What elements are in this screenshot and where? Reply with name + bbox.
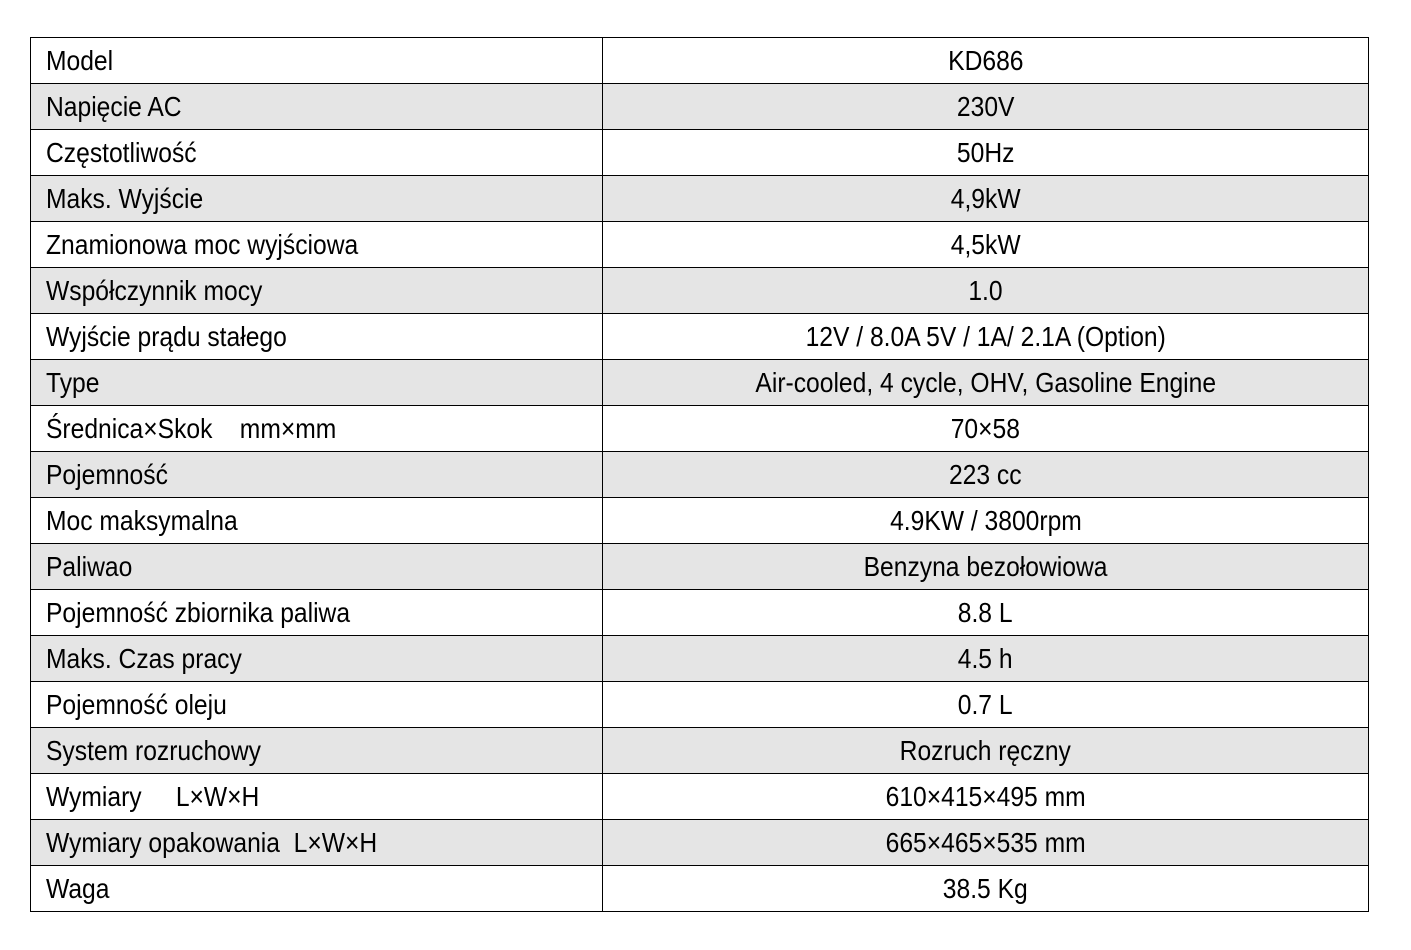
table-row	[31, 38, 1369, 84]
spec-label: Pojemność zbiornika paliwa	[31, 590, 603, 636]
table-row	[31, 130, 1369, 176]
spec-label: Średnica×Skok mm×mm	[31, 406, 603, 452]
spec-value: 50Hz	[603, 130, 1369, 176]
spec-label: Wymiary opakowania L×W×H	[31, 820, 603, 866]
spec-value: Benzyna bezołowiowa	[603, 544, 1369, 590]
table-row	[31, 544, 1369, 590]
spec-label: System rozruchowy	[31, 728, 603, 774]
spec-label: Wymiary L×W×H	[31, 774, 603, 820]
table-row	[31, 682, 1369, 728]
spec-value: Rozruch ręczny	[603, 728, 1369, 774]
spec-label: Wyjście prądu stałego	[31, 314, 603, 360]
spec-label: Znamionowa moc wyjściowa	[31, 222, 603, 268]
spec-label: Napięcie AC	[31, 84, 603, 130]
spec-label: Maks. Wyjście	[31, 176, 603, 222]
spec-value: 610×415×495 mm	[603, 774, 1369, 820]
table-row	[31, 268, 1369, 314]
table-row	[31, 820, 1369, 866]
spec-value: 4,9kW	[603, 176, 1369, 222]
spec-label: Type	[31, 360, 603, 406]
spec-value: Air-cooled, 4 cycle, OHV, Gasoline Engine	[603, 360, 1369, 406]
table-row	[31, 222, 1369, 268]
table-row	[31, 590, 1369, 636]
spec-label: Pojemność oleju	[31, 682, 603, 728]
spec-label: Paliwao	[31, 544, 603, 590]
spec-value: KD686	[603, 38, 1369, 84]
table-row	[31, 452, 1369, 498]
table-row	[31, 360, 1369, 406]
table-row	[31, 728, 1369, 774]
spec-value: 38.5 Kg	[603, 866, 1369, 912]
table-row	[31, 314, 1369, 360]
table-row	[31, 774, 1369, 820]
spec-label: Współczynnik mocy	[31, 268, 603, 314]
spec-label: Moc maksymalna	[31, 498, 603, 544]
spec-value: 4.9KW / 3800rpm	[603, 498, 1369, 544]
table-row	[31, 636, 1369, 682]
spec-label: Model	[31, 38, 603, 84]
spec-value: 230V	[603, 84, 1369, 130]
spec-value: 4.5 h	[603, 636, 1369, 682]
table-row	[31, 84, 1369, 130]
spec-value: 1.0	[603, 268, 1369, 314]
spec-table	[30, 37, 1369, 912]
spec-label: Częstotliwość	[31, 130, 603, 176]
spec-value: 665×465×535 mm	[603, 820, 1369, 866]
spec-label: Pojemność	[31, 452, 603, 498]
spec-label: Maks. Czas pracy	[31, 636, 603, 682]
table-row	[31, 498, 1369, 544]
spec-value: 12V / 8.0A 5V / 1A/ 2.1A (Option)	[603, 314, 1369, 360]
table-row	[31, 406, 1369, 452]
spec-value: 8.8 L	[603, 590, 1369, 636]
table-row	[31, 866, 1369, 912]
spec-label: Waga	[31, 866, 603, 912]
spec-value: 223 cc	[603, 452, 1369, 498]
spec-value: 70×58	[603, 406, 1369, 452]
spec-value: 4,5kW	[603, 222, 1369, 268]
spec-value: 0.7 L	[603, 682, 1369, 728]
table-row	[31, 176, 1369, 222]
